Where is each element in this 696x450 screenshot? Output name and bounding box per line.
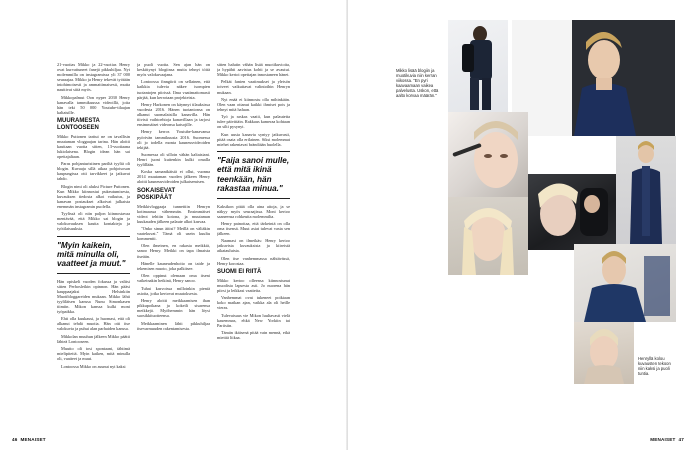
paragraph: Hän opiskeli vuoden fokussa ja valitsi sitten Perhosleikin opinnon. Hän pääsi kauppaajaksi Helsinkiin Muotibloggareiden mukaan. Mikko lähti tyyliläisen kanssa Nunu Simonkasen tiimiin. Mikon kanssa kulki moni työpaikka. (57, 278, 130, 314)
paragraph: Vanhemmat ovat tukeneet poikiaan koko matkan ajan, vaikka ala oli heille vieras. (217, 295, 290, 311)
photo-hairdresser (528, 174, 616, 250)
paragraph: Ehti olla kuukausi, ja huomasi, että oli alkanut tehdä muotia. Hän otti itse valokuvia ja puhui alan parhaiden kanssa. (57, 316, 130, 332)
magazine-name: MENAISET (650, 437, 676, 442)
makeup-face-figure (448, 112, 528, 197)
paragraph: Henry kerros Youtube-kanavansa pyörivän tammikuusta 2016. Suomessa oli jo todella monta kauneusvideoiden tekijää. (137, 129, 210, 150)
bottom-face-figure (574, 322, 634, 384)
right-page (348, 0, 696, 450)
paragraph: Koska samanikäisiä ei ollut, vuonna 2014 muutaman vuoden jälkeen Henry aloitti kauneusvideoiden julkaisemisen. (137, 169, 210, 185)
paragraph: Olen itse vanhemmassa nähtävässä, Henry korostaa. (217, 255, 290, 266)
subheading: MUURAMESTA LONTOOSEEN (57, 117, 100, 131)
photo-portrait-man (512, 20, 675, 136)
blonde-face-figure (448, 197, 528, 275)
paragraph: Henry aloitti meikkaamisen ihan pikkupoikana ja kokeili sisarensa meikkejä. Myöhemmin hän löysi suosikkituotteensa. (137, 298, 210, 319)
sweater-man-figure (574, 244, 676, 322)
photo-coat-man (616, 136, 676, 244)
paragraph: Paras pohjanturistinen pariltä tyyliä oli blogin. Kuvaaja sillä aikaa pohjoisosan kaupungissa otti tarvikkeet ja jatkuvat tahdo. (57, 161, 130, 182)
subheading: SOKAISEVAT POSKIPÄÄT (137, 187, 176, 201)
paragraph: Mikkopalmut Oon nyper 2030 Henry kanavalla tammikuussa videoillä, joita hän teki 50 000 Youtube-tilaajan kaltaisille. (57, 94, 130, 115)
paragraph: Nyt enää ei kiinnostu olla mihinkään. Olen vaan ottanut kaikki ihmiset pois ja tehnyt mitä haluan. (217, 96, 290, 112)
paragraph: sitten halutin vähän lisää muotikuvioita, ja hypähti aavistus kohti ja se avautui. Mikko kertoi opettajan innostaneen hänet. (217, 62, 290, 78)
article-column-3 (217, 62, 290, 424)
paragraph: Olen oppinut olemaan oma itseni vaikeinakin hetkinä, Henry sanoo. (137, 273, 210, 284)
paragraph: Henry Harkonen on käynnyt tilauksissa vuodesta 2016. Hänen tuotantonsa on alkanut suomalaisilla kanavilla. Hän tiivisti vaihtoehtoja kanavillaan ja tarjosi ensimmäiset videonsa katsojille. (137, 101, 210, 128)
paragraph: Meikkivloggaaja tunnettiin Henryn kotimaassa vähemmän. Ensimmäiset videot tehtiin kotona, ja muutaman kuukauden jälkeen palaute alkoi kasvaa. (137, 203, 210, 224)
paragraph: Muutto oli tosi spontaani, tähtimä mielipiteitä. Myin kaiken, mitä minulla oli, vaatteet ja muut. (57, 346, 130, 362)
paragraph: Mikko kertoo olleensa kiinnostunut muodista lapsesta asti. Jo nuorena hän piirsi ja leikkasi vaatteita. (217, 277, 290, 294)
paragraph: Mikkolan muuhun jälkeen Mikko päätti lähteä Lontooseen. (57, 333, 130, 344)
pull-quote: "Myin kaikein, mitä minulla oli, vaatteet ja muut." (57, 236, 130, 274)
paragraph: Blogin nimi oli aluksi Picture Puttonen. Kun Mikko kiinnostui pukeutumisesta, kuvauksen tiedosta alkoi vaikutus, ja kanavan postaukset alkoivat julkaista enemmän instagramin puolella. (57, 183, 130, 209)
paragraph: Kaksikon pitää olla aina aitoja, ja se näkyy myös seuraajissa. Moni kertoo saaneensa rohkeutta molemmilta. (217, 203, 290, 219)
subheading: SUOMI EI RIITÄ (217, 268, 262, 275)
paragraph: Meikkaaminen lähti pikkuhiljaa itsevarmuuden rakentamisesta. (137, 320, 210, 331)
photo-blonde-portrait (448, 197, 528, 275)
pull-quote: "Faija sanoi mulle, että mitä ikinä teenkään, hän rakastaa minua." (217, 151, 290, 199)
photo-sweater-man (574, 244, 676, 322)
right-folio (650, 437, 684, 442)
magazine-name: MENAISET (20, 437, 46, 442)
hairdresser-figure (528, 174, 616, 250)
paragraph: Tuhat kasvoissa milloinkin pieniä asioita, jotka kertovat muutoksesta. (137, 285, 210, 296)
coat-man-figure (616, 136, 676, 244)
left-folio (12, 437, 46, 442)
paragraph: Pelkät fanien vaatimukset ja yleisön toiveet vaikuttavat valintoihin Henryn mukaan. (217, 79, 290, 95)
paragraph: Olen ilmeinen, en rakasta meikkiä, sanoo Henry. Meikki on tapa ilmaista itseään. (137, 243, 210, 259)
paragraph: Lontoossa Mikko on asunut nyt kaksi (61, 363, 126, 369)
photo-caption-top: Mikko lisää blogiin ja muotikuvia niin kerran viikossa. "En pyri kaavaamaan vaikea palvelusta. Uskon, että aalto korvaa määrän." (396, 68, 439, 98)
paragraph: Tämän ikäisenä pitää vain mennä, eikä miettiä liikaa. (217, 330, 290, 341)
paragraph: ja puoli vuotta. Sen ajan hän on keskittynyt blogiinsa mutta tehnyt töitä myös valokuvaajana. (137, 62, 210, 78)
paragraph: Hänelle kauneudenhoito on taide ja tekemisen muoto, joka palkitsee. (137, 260, 210, 271)
photo-caption-bottom: Henryllä kolou kuvausten tekoon niin kaksi ja puoli tuntia. (638, 356, 671, 376)
portrait-man-figure (512, 20, 675, 136)
photo-makeup-application (448, 112, 528, 197)
paragraph: 21-vuotias Mikko ja 22-vuotias Henry ovat kurvattuneet fanejä pikkuhiljaa. Nyt molemmilla on instagramissa yli 37 000 seuraajaa. Mikko ja Henry tekevät työtään intohimoisesti ja ammattimaisesti, mutta nauttivat siitä myös. (57, 62, 130, 93)
paragraph: Mikko Puttonen tarttui ne on tavallisin muutaman vloggaajan tarina. Hän aloitti kauttaan vuotta sitten, 13-vuotiaana lukiolaisena. Blogin idean hän sai opettajaltaan. (57, 133, 130, 159)
paragraph: Suomessa oli silloin vähän kaltaisiani. Henri juoni kuitenkin kulki omalla tyylillään. (137, 151, 210, 168)
backpack-man-figure (448, 20, 508, 112)
photo-bottom-portrait (574, 322, 634, 384)
paragraph: Tulevaisuus vie Mikon luultavasti vielä kauemmas, ehkä New Yorkiin tai Pariisiin. (217, 312, 290, 328)
paragraph: Kun uusia kanavia syntyy jatkuvasti, pitää osata olla erilainen. Siksi molemmat miehet rakentavat brändiään huolella. (217, 131, 290, 147)
paragraph: Henry painottaa, että tärkeintä on olla oma itsensä. Muut asiat tulevat vasta sen jälkeen. (217, 220, 290, 237)
page-number: 47 (678, 437, 684, 442)
paragraph: Työ ja raskas vaatii, kun palautetta tulee päivittäin. Rakkaus kameraa kohtaan on silti pysynyt. (217, 114, 290, 130)
paragraph: "Onko sinun äitisi? Meillä on väliäkin vaatekuvat." Tämä oli usein kuultu kommentti. (137, 226, 210, 242)
paragraph: Lontoossa finngiirit on sellainen, että kaikkia tulevia näkee isompien tuotantojen piirissä. Ilma vaatimattomasti pärjää, kun kerrotaan projekteista. (137, 79, 210, 100)
paragraph: Naamasi on ilmeikäs: Henry kertoo jatkuvista kuvauksista ja kiireistä aikatauluista. (217, 238, 290, 254)
paragraph: Tyylissä oli niin paljon kiinnostavaa mentävää, että Mikko sai blogin ja valokuvauksen kautta kontakteja ja työtilaisuuksia. (57, 211, 130, 232)
page-number: 46 (12, 437, 18, 442)
article-column-1 (57, 62, 130, 424)
photo-backpack-man (448, 20, 508, 112)
article-column-2 (137, 62, 210, 424)
